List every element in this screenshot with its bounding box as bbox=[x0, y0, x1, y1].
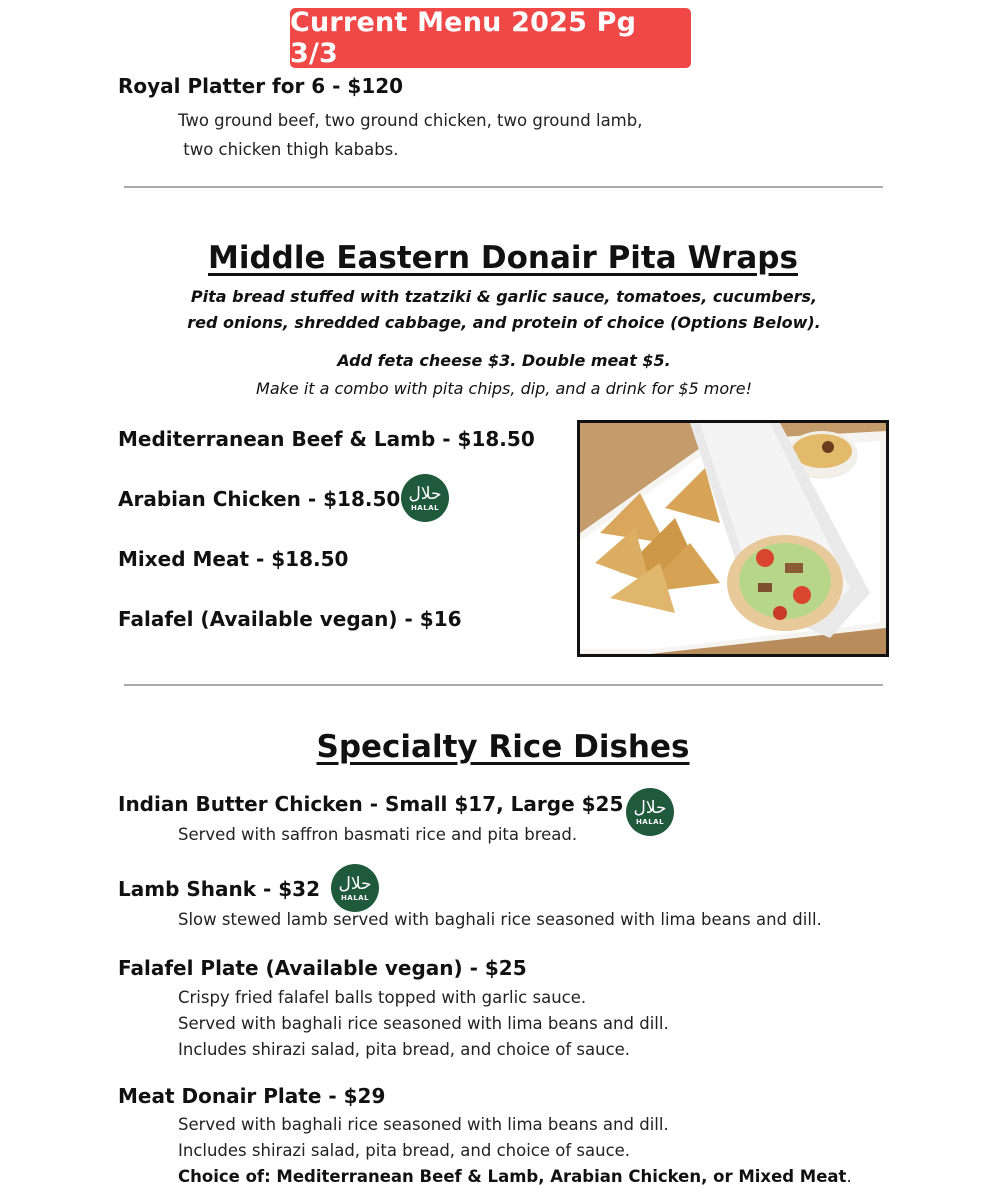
wraps-combo: Make it a combo with pita chips, dip, and a drink for $5 more! bbox=[256, 379, 752, 398]
rice-item-desc: Served with baghali rice seasoned with lima beans and dill. bbox=[178, 1115, 669, 1134]
wrap-item: Falafel (Available vegan) - $16 bbox=[118, 607, 462, 631]
halal-label: HALAL bbox=[340, 893, 370, 902]
halal-badge-icon bbox=[626, 788, 674, 836]
halal-arabic-text: حلال bbox=[633, 797, 667, 818]
halal-arabic-text: حلال bbox=[338, 873, 372, 894]
halal-arabic-text: حلال bbox=[408, 483, 442, 504]
royal-platter-title: Royal Platter for 6 - $120 bbox=[118, 74, 404, 98]
rice-item-title: Indian Butter Chicken - Small $17, Large $25 bbox=[118, 792, 624, 816]
choice-period: . bbox=[846, 1167, 852, 1186]
halal-label: HALAL bbox=[635, 817, 665, 826]
rice-heading: Specialty Rice Dishes bbox=[316, 729, 690, 765]
royal-platter-desc-1: Two ground beef, two ground chicken, two ground lamb, bbox=[178, 111, 643, 130]
wrap-item: Mediterranean Beef & Lamb - $18.50 bbox=[118, 427, 535, 451]
rice-item-choice bbox=[178, 1164, 852, 1190]
wraps-intro-2: red onions, shredded cabbage, and protein of choice (Options Below). bbox=[187, 313, 821, 332]
halal-label: HALAL bbox=[410, 503, 440, 512]
rice-item-desc: Includes shirazi salad, pita bread, and choice of sauce. bbox=[178, 1040, 631, 1059]
halal-badge-icon bbox=[401, 474, 449, 522]
wraps-heading: Middle Eastern Donair Pita Wraps bbox=[208, 240, 798, 276]
rice-item-desc: Served with baghali rice seasoned with lima beans and dill. bbox=[178, 1014, 669, 1033]
rice-item-title: Lamb Shank - $32 bbox=[118, 877, 321, 901]
section-divider bbox=[124, 186, 883, 188]
wrap-item: Arabian Chicken - $18.50 bbox=[118, 487, 401, 511]
rice-item-desc: Crispy fried falafel balls topped with garlic sauce. bbox=[178, 988, 587, 1007]
page-banner: Current Menu 2025 Pg 3/3 bbox=[290, 8, 691, 68]
choice-text: Choice of: Mediterranean Beef & Lamb, Arabian Chicken, or Mixed Meat bbox=[178, 1167, 847, 1186]
wraps-addons: Add feta cheese $3. Double meat $5. bbox=[337, 351, 671, 370]
halal-badge-icon bbox=[331, 864, 379, 912]
rice-item-desc: Slow stewed lamb served with baghali rice seasoned with lima beans and dill. bbox=[178, 910, 822, 929]
section-divider bbox=[124, 684, 883, 686]
rice-item-desc: Includes shirazi salad, pita bread, and choice of sauce. bbox=[178, 1141, 631, 1160]
rice-item-title: Falafel Plate (Available vegan) - $25 bbox=[118, 956, 527, 980]
royal-platter-desc-2: two chicken thigh kababs. bbox=[178, 140, 399, 159]
pita-wrap-photo bbox=[577, 420, 889, 657]
rice-item-desc: Served with saffron basmati rice and pita bread. bbox=[178, 825, 578, 844]
rice-item-title: Meat Donair Plate - $29 bbox=[118, 1084, 386, 1108]
wraps-intro-1: Pita bread stuffed with tzatziki & garlic sauce, tomatoes, cucumbers, bbox=[190, 287, 818, 306]
wrap-item: Mixed Meat - $18.50 bbox=[118, 547, 349, 571]
